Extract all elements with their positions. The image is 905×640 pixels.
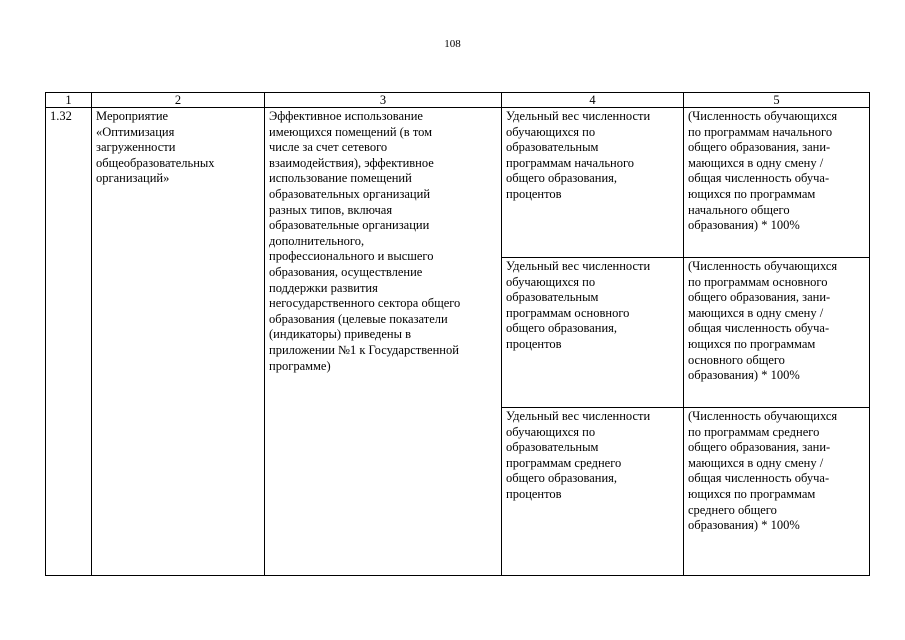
formula-line: общего образования, зани- bbox=[688, 140, 831, 155]
indicator-formula-cell bbox=[684, 258, 870, 408]
formula-line: ющихся по программам bbox=[688, 486, 816, 501]
formula-line: начального общего bbox=[688, 202, 790, 217]
event-name-line: общеобразовательных bbox=[96, 155, 215, 170]
formula-line: мающихся в одну смену / bbox=[688, 455, 824, 470]
formula-line: (Численность обучающихся bbox=[688, 109, 838, 123]
column-header-4: 4 bbox=[502, 93, 684, 108]
indicator-name-line: обучающихся по bbox=[506, 124, 596, 139]
column-header-1: 1 bbox=[46, 93, 92, 108]
description-line: числе за счет сетевого bbox=[269, 140, 388, 155]
event-name-line: загруженности bbox=[96, 140, 176, 155]
indicator-name-line: обучающихся по bbox=[506, 274, 596, 289]
description-line: дополнительного, bbox=[269, 233, 365, 248]
indicator-name-line: программам основного bbox=[506, 305, 630, 320]
formula-line: мающихся в одну смену / bbox=[688, 305, 824, 320]
indicator-name-line: общего образования, bbox=[506, 171, 618, 186]
indicator-name-line: образовательным bbox=[506, 290, 599, 305]
indicator-name-line: программам среднего bbox=[506, 455, 622, 470]
formula-line: по программам среднего bbox=[688, 424, 820, 439]
indicator-name-cell bbox=[502, 408, 684, 576]
description-line: образования (целевые показатели bbox=[269, 311, 448, 326]
description-line: имеющихся помещений (в том bbox=[269, 124, 433, 139]
indicator-formula-cell bbox=[684, 408, 870, 576]
description-line: образования, осуществление bbox=[269, 264, 423, 279]
description-line: (индикаторы) приведены в bbox=[269, 327, 412, 342]
indicator-name-line: Удельный вес численности bbox=[506, 109, 651, 123]
column-header-3: 3 bbox=[265, 93, 502, 108]
event-description-cell bbox=[265, 108, 502, 576]
column-header-2: 2 bbox=[92, 93, 265, 108]
event-name-line: Мероприятие bbox=[96, 109, 169, 123]
indicator-name-line: общего образования, bbox=[506, 321, 618, 336]
document-table bbox=[45, 92, 870, 576]
formula-line: ющихся по программам bbox=[688, 336, 816, 351]
formula-line: основного общего bbox=[688, 352, 785, 367]
formula-line: по программам начального bbox=[688, 124, 833, 139]
description-line: разных типов, включая bbox=[269, 202, 393, 217]
indicator-name-cell bbox=[502, 258, 684, 408]
description-line: поддержки развития bbox=[269, 280, 378, 295]
indicator-name-line: программам начального bbox=[506, 155, 635, 170]
formula-line: мающихся в одну смену / bbox=[688, 155, 824, 170]
description-line: взаимодействия), эффективное bbox=[269, 155, 434, 170]
indicator-name-line: образовательным bbox=[506, 440, 599, 455]
event-name-cell bbox=[92, 108, 265, 576]
description-line: образовательных организаций bbox=[269, 186, 431, 201]
indicator-name-line: образовательным bbox=[506, 140, 599, 155]
indicator-formula-cell bbox=[684, 108, 870, 258]
description-line: негосударственного сектора общего bbox=[269, 296, 461, 311]
indicator-name-line: процентов bbox=[506, 486, 562, 501]
description-line: профессионального и высшего bbox=[269, 249, 434, 264]
formula-line: образования) * 100% bbox=[688, 368, 800, 383]
formula-line: по программам основного bbox=[688, 274, 828, 289]
formula-line: общая численность обуча- bbox=[688, 471, 830, 486]
formula-line: общая численность обуча- bbox=[688, 171, 830, 186]
indicator-name-cell bbox=[502, 108, 684, 258]
column-header-5: 5 bbox=[684, 93, 870, 108]
formula-line: образования) * 100% bbox=[688, 218, 800, 233]
formula-line: (Численность обучающихся bbox=[688, 259, 838, 273]
indicator-name-line: процентов bbox=[506, 186, 562, 201]
formula-line: общая численность обуча- bbox=[688, 321, 830, 336]
indicator-name-line: процентов bbox=[506, 336, 562, 351]
description-line: образовательные организации bbox=[269, 218, 430, 233]
description-line: программе) bbox=[269, 358, 331, 373]
description-line: Эффективное использование bbox=[269, 109, 423, 123]
formula-line: общего образования, зани- bbox=[688, 290, 831, 305]
formula-line: общего образования, зани- bbox=[688, 440, 831, 455]
formula-line: ющихся по программам bbox=[688, 186, 816, 201]
indicator-name-line: Удельный вес численности bbox=[506, 259, 651, 273]
page-number: 108 bbox=[444, 38, 461, 50]
formula-line: образования) * 100% bbox=[688, 518, 800, 533]
header-row bbox=[46, 93, 870, 108]
indicator-name-line: Удельный вес численности bbox=[506, 409, 651, 423]
indicator-name-line: обучающихся по bbox=[506, 424, 596, 439]
row-number: 1.32 bbox=[46, 108, 92, 576]
table-row bbox=[46, 108, 870, 258]
indicator-name-line: общего образования, bbox=[506, 471, 618, 486]
event-name-line: «Оптимизация bbox=[96, 124, 175, 139]
description-line: приложении №1 к Государственной bbox=[269, 342, 459, 357]
description-line: использование помещений bbox=[269, 171, 412, 186]
formula-line: среднего общего bbox=[688, 502, 777, 517]
formula-line: (Численность обучающихся bbox=[688, 409, 838, 423]
event-name-line: организаций» bbox=[96, 171, 170, 186]
